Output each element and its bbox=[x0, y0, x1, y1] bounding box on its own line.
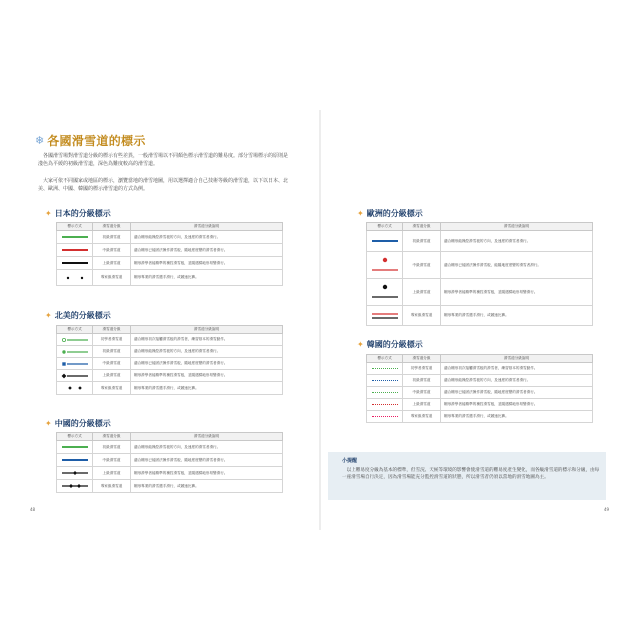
table-row: 初級滑雪道 適合剛形能操控滑雪板的方向，及速度的滑雪者滑行。 bbox=[57, 346, 283, 358]
sparkle-icon: ✦ bbox=[45, 208, 52, 218]
legend-table-china: 標示方式 滑雪道分級 滑雪道分級說明 初級滑雪道 適合剛形能操控滑雪板的方向，及速度的滑雪者滑行。 中級滑雪道 適合剛形已能固法操作滑雪板，隨地度度變的滑雪者滑行。 上級滑雪道 剛形滑學者能精準的操控滑雪板，並隨遇樣地形易變滑行。 專家級滑雪道 剛形專業的滑雪選手滑行，或競速比賽。 bbox=[56, 432, 283, 493]
page-gutter bbox=[319, 110, 321, 530]
green-circle-mark bbox=[57, 334, 93, 346]
section-title-korea: ✦ 韓國的分級標示 bbox=[357, 339, 423, 349]
table-row: 中級滑雪道 適合剛形已能固法操作滑雪板，隨地度度變的滑雪者滑行。 bbox=[367, 387, 593, 399]
sparkle-icon: ✦ bbox=[357, 339, 364, 349]
table-row: 中級滑雪道 適合剛形已能固法操作滑雪板，隨地度度變的滑雪者滑行。 bbox=[57, 454, 283, 467]
table-row: 初級滑雪道 適合剛形能操控滑雪板的方向，及速度的滑雪者滑行。 bbox=[57, 441, 283, 454]
red-black-lines-mark bbox=[367, 306, 403, 326]
green-line-mark bbox=[57, 441, 93, 454]
legend-table-japan bbox=[56, 222, 283, 286]
table-row: 初級滑雪道 適合剛形能操控滑雪板的方向，及速度的滑雪者滑行。 bbox=[367, 231, 593, 252]
red-dot-line-mark bbox=[367, 252, 403, 279]
snowflake-icon: ❄ bbox=[35, 134, 45, 147]
blue-line-mark bbox=[367, 231, 403, 252]
red-dots-mark bbox=[367, 399, 403, 411]
header-desc: 滑雪道分級說明 bbox=[131, 223, 283, 231]
table-row: 上級滑雪道 剛形滑學者能精準的操控滑雪板，並隨遇樣地形易變滑行。 bbox=[367, 279, 593, 306]
tips-title: 小提醒 bbox=[342, 458, 358, 464]
intro-paragraph-2: 大家可依不同國家或地區的標示，瀏覽當地的滑雪地圖，用以選擇適合自己技術等級的滑雪道，以下以日本、北美、歐洲、中國、韓國的標示滑雪道的方式為例。 bbox=[38, 178, 289, 193]
page-number-left: 48 bbox=[30, 507, 36, 512]
green-dots-mark bbox=[367, 387, 403, 399]
table-row: 專家級滑雪道 剛形專業的滑雪選手滑行，或競速比賽。 bbox=[57, 270, 283, 286]
green-dots-mark bbox=[367, 363, 403, 375]
table-row: 專家級滑雪道 剛形專業的滑雪選手滑行，或競速比賽。 bbox=[367, 411, 593, 423]
table-row: 上級滑雪道 剛形滑學者能精準的操控滑雪板，並隨遇樣地形易變滑行。 bbox=[367, 399, 593, 411]
header-level: 滑雪道分級 bbox=[93, 223, 131, 231]
table-row: 專家級滑雪道 剛形專業的滑雪選手滑行，或競速比賽。 bbox=[367, 306, 593, 326]
double-black-diamond-mark bbox=[57, 382, 93, 395]
table-row: 初學者滑雪道 適合剛形初次接觸滑雪板的滑雪者，練習基本的滑雪動作。 bbox=[57, 334, 283, 346]
section-title-north-america: ✦ 北美的分級標示 bbox=[45, 310, 111, 320]
red-line-mark bbox=[57, 244, 93, 257]
table-row: 專家級滑雪道 剛形專業的滑雪選手滑行，或競速比賽。 bbox=[57, 480, 283, 493]
blue-line-mark bbox=[57, 454, 93, 467]
black-line-double-diamond-mark bbox=[57, 480, 93, 493]
table-row: 上級滑雪道 剛形滑學者能精準的操控滑雪板，並隨遇樣地形易變滑行。 bbox=[57, 257, 283, 270]
header-method: 標示方式 bbox=[57, 223, 93, 231]
tips-box bbox=[328, 452, 606, 500]
black-dot-line-mark bbox=[367, 279, 403, 306]
table-row: 中級滑雪道 適合剛形已能固法操作滑雪板，隨地度度變的滑雪者滑行。 bbox=[57, 358, 283, 370]
black-line-mark bbox=[57, 257, 93, 270]
blue-dots-mark bbox=[367, 375, 403, 387]
intro-paragraph-1: 各國滑雪場對滑雪道分級的標示有些差異，一般滑雪場以不同顏色標示滑雪道的難易度。部分雪場標示的原則是淺色為平緩的初級滑雪道，深色為難度較高的滑雪道。 bbox=[38, 153, 289, 168]
legend-table-europe: 標示方式 滑雪道分級 滑雪道分級說明 初級滑雪道 適合剛形能操控滑雪板的方向，及速度的滑雪者滑行。 中級滑雪道 適合剛形已能固法操作滑雪板，能隨地度度變的滑雪者滑行。 上級滑雪道 剛形滑學者能精準的操控滑雪板，並隨遇樣地形易變滑行。 專家級滑雪道 剛形專業的滑雪選手滑行，或競速比賽。 bbox=[366, 222, 593, 326]
black-diamond-mark bbox=[57, 370, 93, 382]
section-title-china: ✦ 中國的分級標示 bbox=[45, 418, 111, 428]
sparkle-icon: ✦ bbox=[357, 208, 364, 218]
legend-table-korea: 標示方式 滑雪道分級 滑雪道分級說明 初學者滑雪道 適合剛形初次接觸滑雪板的滑雪者，練習基本的滑雪動作。 初級滑雪道 適合剛形能操控滑雪板的方向，及速度的滑雪者滑行。 中級滑雪道 適合剛形已能固法操作滑雪板，隨地度度變的滑雪者滑行。 上級滑雪道 剛形滑學者能精準的操控滑雪板，並隨遇樣地形易變滑行。 專家級滑雪道 剛形專業的滑雪選手滑行，或競速比賽。 bbox=[366, 354, 593, 423]
table-row: 初級滑雪道 適合剛形能操控滑雪板的方向，及速度的滑雪者滑行。 bbox=[367, 375, 593, 387]
sparkle-icon: ✦ bbox=[45, 418, 52, 428]
black-line-diamond-mark bbox=[57, 467, 93, 480]
section-title-japan: ✦ 日本的分級標示 bbox=[45, 208, 111, 218]
section-title-europe: ✦ 歐洲的分級標示 bbox=[357, 208, 423, 218]
page-number-right: 49 bbox=[604, 507, 610, 512]
tips-body: 以上難易度分級為基本的標準，但雪況、天候等環境的影響會使滑雪道的難易度產生變化，而各級滑雪道的標示和分級，由每一座滑雪場自行決定，因為滑雪場能充分監控滑雪道的狀態，所以滑雪者仍須以當地的滑雪地圖為主。 bbox=[342, 468, 600, 481]
page-title: ❄ 各國滑雪道的標示 bbox=[35, 134, 146, 148]
table-row: 中級滑雪道 適合剛形已能固法操作滑雪板，能隨地度度變的滑雪者滑行。 bbox=[367, 252, 593, 279]
legend-table-north-america: 標示方式 滑雪道分級 滑雪道分級說明 初學者滑雪道 適合剛形初次接觸滑雪板的滑雪者，練習基本的滑雪動作。 初級滑雪道 適合剛形能操控滑雪板的方向，及速度的滑雪者滑行。 中級滑雪道 適合剛形已能固法操作滑雪板，隨地度度變的滑雪者滑行。 上級滑雪道 剛形滑學者能精準的操控滑雪板，並隨遇樣地形易變滑行。 專家級滑雪道 剛形專業的滑雪選手滑行，或競速比賽。 bbox=[56, 325, 283, 395]
table-row: 初級滑雪道 適合剛形能操控滑雪板的方向，及速度的滑雪者滑行。 bbox=[57, 231, 283, 244]
blue-square-mark bbox=[57, 358, 93, 370]
table-row: 專家級滑雪道 剛形專業的滑雪選手滑行，或競速比賽。 bbox=[57, 382, 283, 395]
green-line-mark bbox=[57, 231, 93, 244]
green-circle-filled-mark bbox=[57, 346, 93, 358]
sparkle-icon: ✦ bbox=[45, 310, 52, 320]
table-row: 中級滑雪道 適合剛形已能固法操作滑雪板，隨地度度變的滑雪者滑行。 bbox=[57, 244, 283, 257]
table-row: 初學者滑雪道 適合剛形初次接觸滑雪板的滑雪者，練習基本的滑雪動作。 bbox=[367, 363, 593, 375]
black-dots-mark bbox=[57, 270, 93, 286]
table-row: 上級滑雪道 剛形滑學者能精準的操控滑雪板，並隨遇樣地形易變滑行。 bbox=[57, 370, 283, 382]
pink-dots-mark bbox=[367, 411, 403, 423]
table-row: 上級滑雪道 剛形滑學者能精準的操控滑雪板，並隨遇樣地形易變滑行。 bbox=[57, 467, 283, 480]
